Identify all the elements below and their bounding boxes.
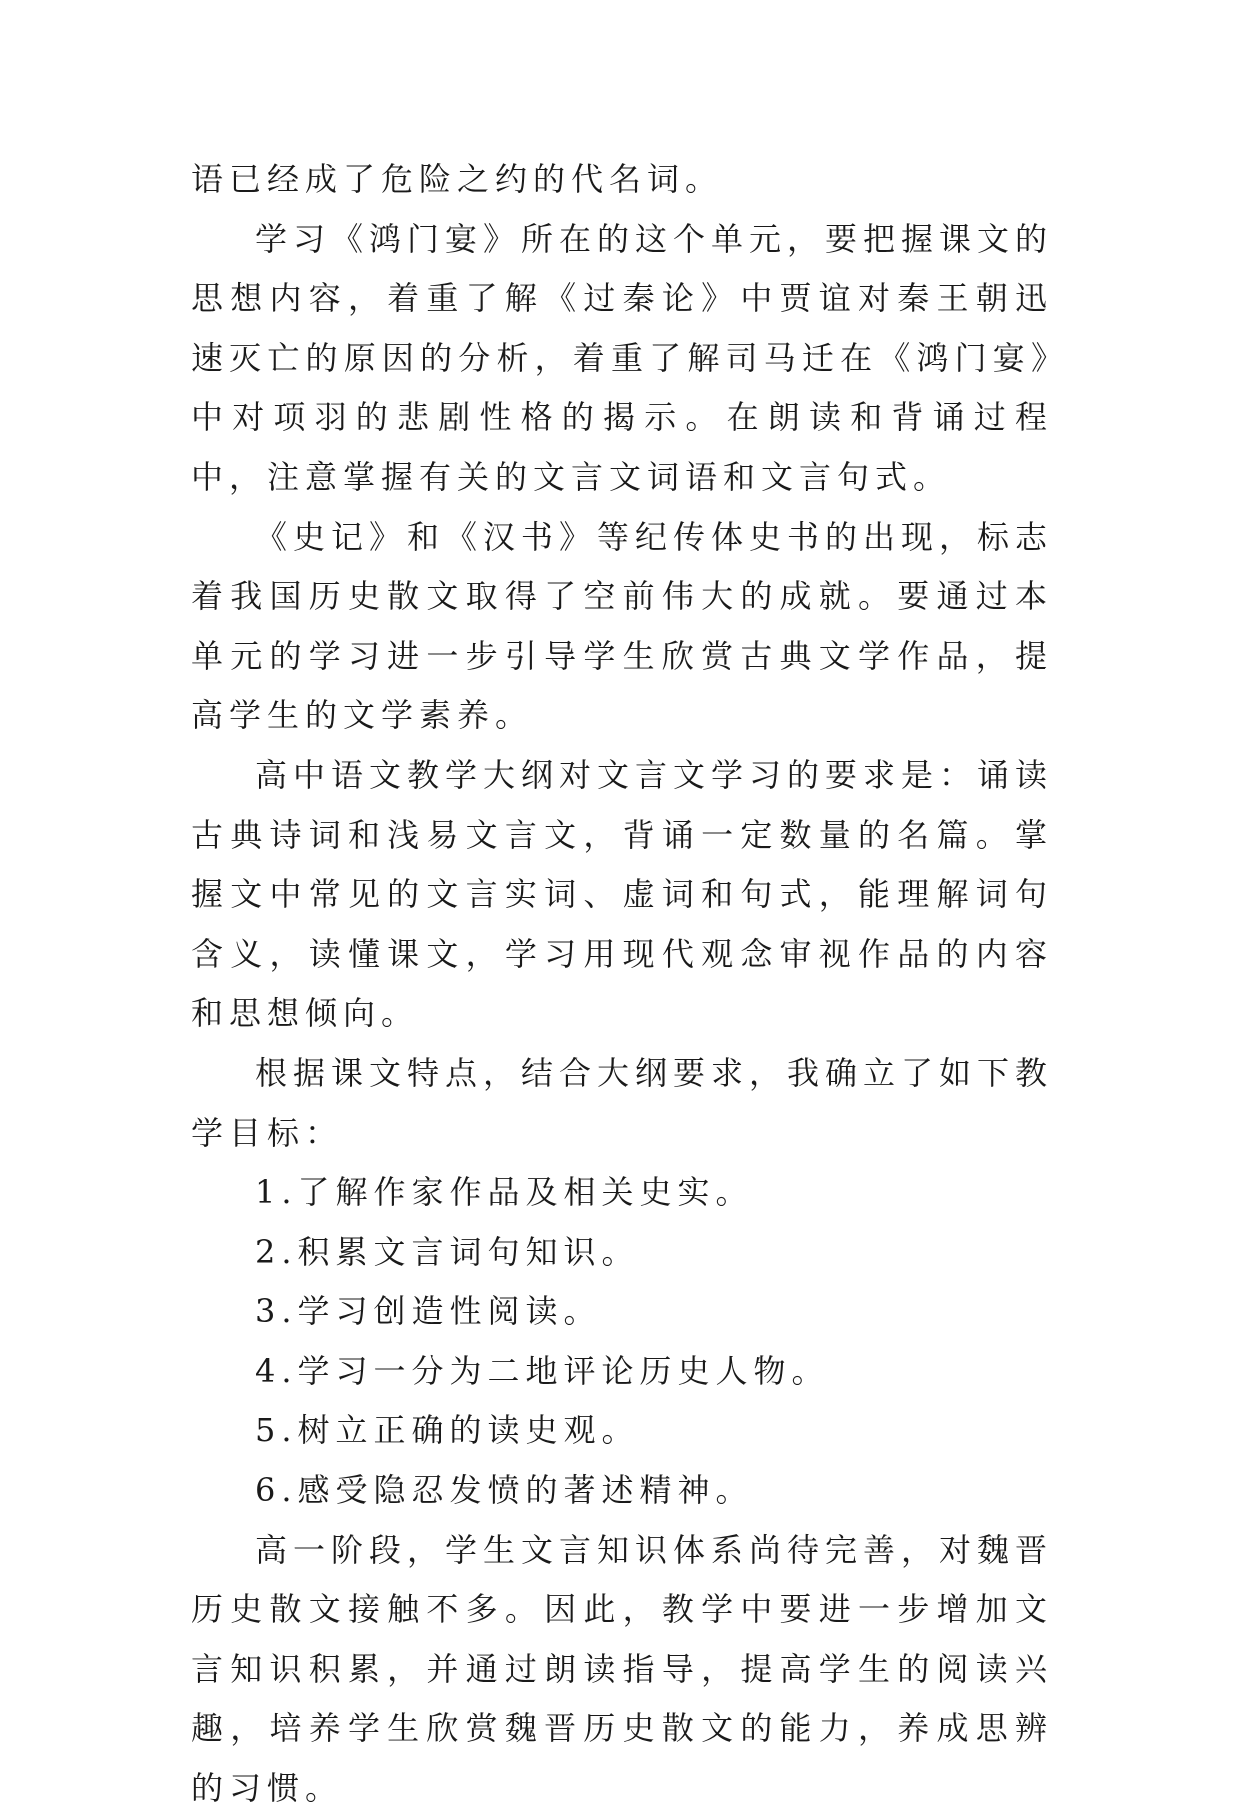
- list-item: 3.学习创造性阅读。: [255, 1292, 602, 1331]
- list-item: 1.了解作家作品及相关史实。: [255, 1173, 754, 1212]
- list-item: 2.积累文言词句知识。: [255, 1232, 640, 1271]
- list-item: 6.感受隐忍发愤的著述精神。: [255, 1471, 754, 1510]
- paragraph-goals-intro: 根据课文特点，结合大纲要求，我确立了如下教学目标：: [191, 1053, 1054, 1152]
- paragraph-continuation: 语已经成了危险之约的代名词。: [191, 160, 724, 198]
- document-body: [191, 150, 1053, 1819]
- teaching-goals-list: [191, 1163, 1053, 1521]
- paragraph-historical-prose: 《史记》和《汉书》等纪传体史书的出现，标志着我国历史散文取得了空前伟大的成就。要通过本单元的学习进一步引导学生欣赏古典文学作品，提高学生的文学素养。: [191, 517, 1054, 735]
- paragraph-syllabus-requirements: 高中语文教学大纲对文言文学习的要求是：诵读古典诗词和浅易文言文，背诵一定数量的名篇。掌握文中常见的文言实词、虚词和句式，能理解词句含义，读懂课文，学习用现代观念审视作品的内容和思想倾向。: [191, 755, 1054, 1033]
- paragraph-student-analysis: 高一阶段，学生文言知识体系尚待完善，对魏晋历史散文接触不多。因此，教学中要进一步增加文言知识积累，并通过朗读指导，提高学生的阅读兴趣，培养学生欣赏魏晋历史散文的能力，养成思辨的习惯。: [191, 1530, 1054, 1808]
- list-item: 5.树立正确的读史观。: [255, 1411, 640, 1450]
- paragraph-unit-overview: 学习《鸿门宴》所在的这个单元，要把握课文的思想内容，着重了解《过秦论》中贾谊对秦王朝迅速灭亡的原因的分析，着重了解司马迁在《鸿门宴》中对项羽的悲剧性格的揭示。在朗读和背诵过程中，注意掌握有关的文言文词语和文言句式。: [191, 219, 1054, 496]
- list-item: 4.学习一分为二地评论历史人物。: [255, 1351, 830, 1390]
